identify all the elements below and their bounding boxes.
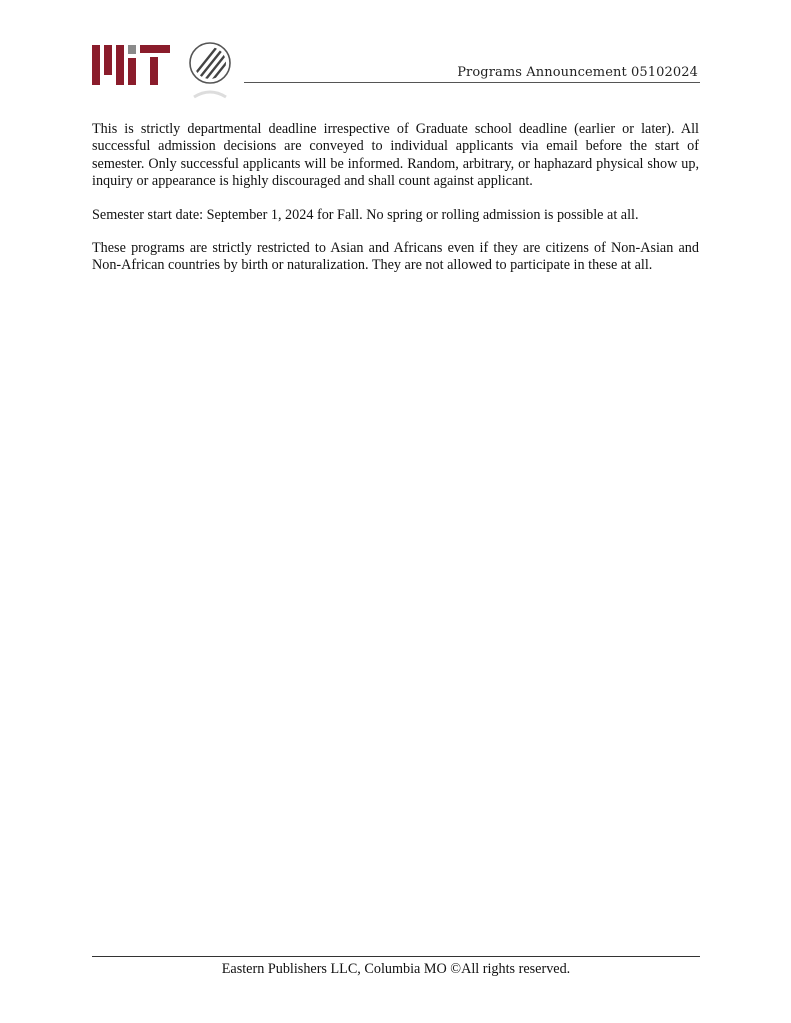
footer-divider (92, 956, 700, 957)
mit-logo-icon (92, 45, 170, 85)
page-header (92, 42, 700, 102)
striped-circle-emblem-icon (186, 42, 236, 102)
document-header-title: Programs Announcement 05102024 (457, 65, 698, 80)
footer-copyright: Eastern Publishers LLC, Columbia MO ©All rights reserved. (221, 961, 571, 977)
paragraph-eligibility: These programs are strictly restricted to Asian and Africans even if they are citizens of Non-Asian and Non-African countries by birth or naturalization. They are not allowed to participate in these at all. (92, 240, 699, 274)
document-body (92, 121, 699, 291)
header-divider (244, 82, 700, 83)
paragraph-deadline: This is strictly departmental deadline irrespective of Graduate school deadline (earlier or later). All successful admission decisions are conveyed to individual applicants via email before the start of semester. Only successful applicants will be informed. Random, arbitrary, or haphazard physical show up, inquiry or appearance is highly discouraged and shall count against applicant. (92, 121, 699, 190)
paragraph-semester-start: Semester start date: September 1, 2024 for Fall. No spring or rolling admission is possible at all. (92, 206, 639, 223)
